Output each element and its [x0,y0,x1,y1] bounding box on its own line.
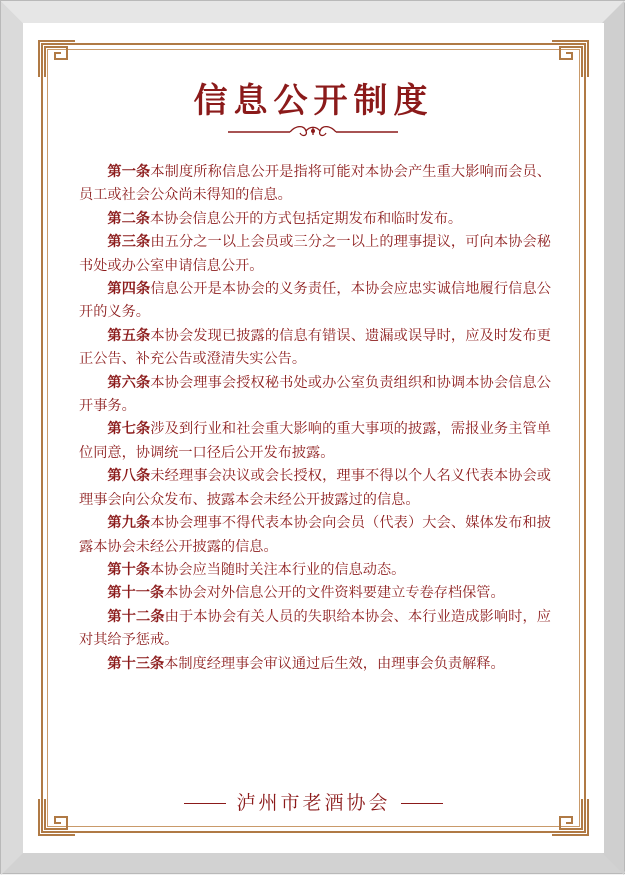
footer-line-left [184,803,226,804]
frame-bevel-bottom [1,851,625,873]
article-label: 第七条 [107,421,151,438]
article-text: 由于本协会有关人员的失职给本协会、本行业造成影响时，应对其给予惩戒。 [79,608,551,649]
article-text: 由五分之一以上会员或三分之一以上的理事提议，可向本协会秘书处或办公室申请信息公开。 [79,234,551,274]
article-text: 信息公开是本协会的义务责任，本协会应忠实诚信地履行信息公开的义务。 [79,281,551,321]
article-text: 本协会理事不得代表本协会向会员（代表）大会、媒体发布和披露本协会未经公开披露的信息。 [79,515,551,555]
article-item [79,278,551,325]
frame-bevel-left [1,1,23,875]
article-label: 第八条 [107,468,151,485]
article-item [79,512,551,559]
article-text: 本协会应当随时关注本行业的信息动态。 [149,561,406,578]
article-item [79,161,551,208]
article-label: 第二条 [107,210,150,227]
article-label: 第十条 [107,561,150,578]
title-divider-ornament-icon [228,123,398,139]
article-item [79,559,551,582]
article-item [79,208,551,231]
article-text: 本协会理事会授权秘书处或办公室负责组织和协调本协会信息公开事务。 [79,374,551,415]
article-text: 本协会发现已披露的信息有错误、遗漏或误导时，应及时发布更正公告、补充公告或澄清失实公告。 [79,327,551,368]
article-label: 第五条 [107,327,151,344]
footer-line-right [401,803,443,804]
article-item [79,325,551,372]
article-text: 涉及到行业和社会重大影响的重大事项的披露，需报业务主管单位同意，协调统一口径后公开发布披露。 [79,421,551,461]
article-label: 第九条 [107,515,151,532]
article-label: 第三条 [107,234,151,251]
article-text: 未经理事会决议或会长授权，理事不得以个人名义代表本协会或理事会向公众发布、披露本会未经公开披露过的信息。 [79,468,551,508]
article-item [79,582,551,605]
article-text: 本协会信息公开的方式包括定期发布和临时发布。 [149,210,463,227]
articles-list [79,161,551,676]
board-panel [23,23,604,853]
footer-org-name: 泸州市老酒协会 [236,792,391,814]
footer-signature [23,788,604,815]
article-label: 第十三条 [107,655,165,672]
article-item [79,231,551,278]
article-label: 第四条 [107,281,151,298]
page-title: 信息公开制度 [193,81,434,121]
frame-bevel-right [602,1,624,875]
article-label: 第十二条 [107,608,165,625]
article-text: 本协会对外信息公开的文件资料要建立专卷存档保管。 [164,585,505,602]
article-label: 第六条 [107,374,151,391]
article-item [79,465,551,512]
article-item [79,372,551,419]
article-text: 本制度所称信息公开是指将可能对本协会产生重大影响而会员、员工或社会公众尚未得知的信息。 [79,164,551,204]
article-label: 第一条 [107,164,151,180]
article-label: 第十一条 [107,585,165,602]
article-item [79,606,551,653]
frame-bevel-top [1,1,625,23]
article-item [79,418,551,465]
article-text: 本制度经理事会审议通过后生效，由理事会负责解释。 [164,655,505,672]
article-item [79,653,551,676]
